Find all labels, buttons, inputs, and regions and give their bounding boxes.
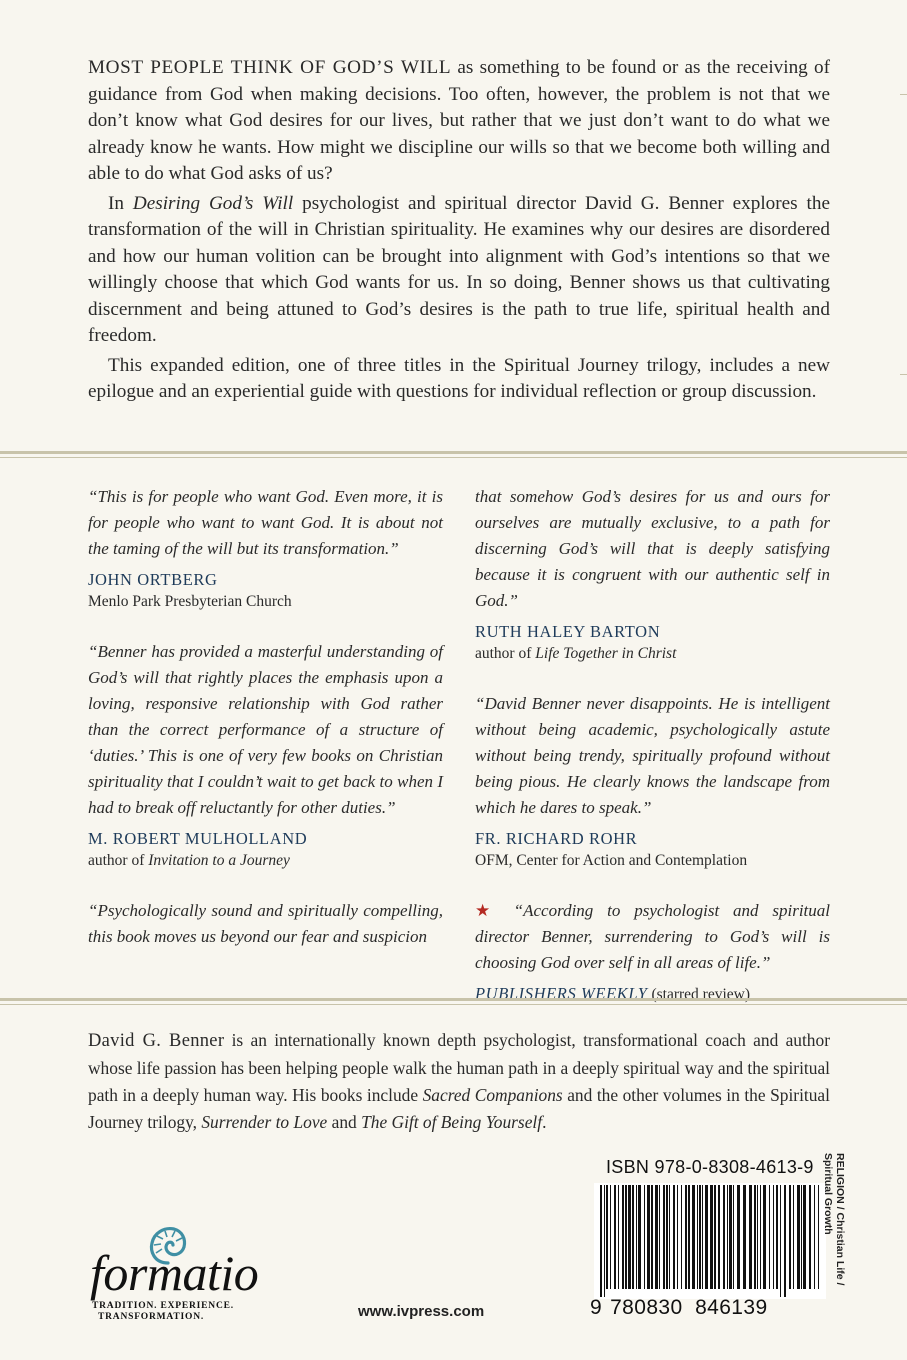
author-bio: [88, 1027, 830, 1136]
barcode-bar: [760, 1185, 761, 1289]
barcode-bar: [610, 1185, 611, 1289]
book-title: Desiring God’s Will: [132, 192, 294, 214]
edge-mark: [900, 94, 907, 95]
author-name: David G. Benner: [88, 1031, 225, 1051]
barcode-bar: [651, 1185, 653, 1289]
star-icon: ★: [475, 901, 500, 920]
quote-text: “According to psychologist and spiritual director Benner, surrendering to God’s will is choosing God over self in all areas of life.”: [475, 901, 830, 972]
barcode-bar: [625, 1185, 627, 1289]
barcode-bar: [723, 1185, 725, 1289]
barcode-bar: [729, 1185, 732, 1289]
barcode-bar: [814, 1185, 815, 1289]
bio-book-title: Sacred Companions: [422, 1085, 563, 1105]
barcode-bar: [737, 1185, 740, 1289]
barcode-bar: [688, 1185, 690, 1289]
double-rule-bottom: [0, 998, 907, 1005]
barcode-bar: [628, 1185, 631, 1289]
barcode-bar: [677, 1185, 678, 1289]
barcode: [594, 1183, 826, 1299]
category-label: [822, 1153, 846, 1353]
barcode-bar: [809, 1185, 811, 1289]
barcode-bar: [663, 1185, 665, 1289]
endorsement-quote-publishers-weekly: [475, 898, 830, 976]
publisher-tagline: [92, 1301, 234, 1323]
barcode-bar: [727, 1185, 728, 1289]
publisher-logo-word: formatio: [90, 1245, 259, 1301]
barcode-bar: [784, 1185, 786, 1297]
endorser-affiliation-rohr: OFM, Center for Action and Contemplation: [475, 852, 748, 869]
barcode-bar: [743, 1185, 746, 1289]
isbn-first-digit: 9: [590, 1296, 603, 1319]
publisher-url[interactable]: www.ivpress.com: [358, 1303, 485, 1320]
isbn-label: ISBN 978-0-8308-4613-9: [606, 1157, 814, 1177]
endorser-affiliation-barton: [475, 643, 830, 665]
bio-text: and the other volumes in the Spiritual Journey trilogy,: [88, 1085, 830, 1132]
affiliation-book-title: Life Together in Christ: [535, 645, 677, 662]
isbn-digits: [590, 1296, 830, 1320]
endorser-name-rohr: FR. RICHARD ROHR: [475, 829, 638, 848]
barcode-bar: [685, 1185, 687, 1289]
barcode-bar: [647, 1185, 650, 1289]
bio-book-title: The Gift of Being Yourself: [361, 1112, 543, 1132]
barcode-bar: [710, 1185, 713, 1289]
endorsement-quote-barton-start: “Psychologically sound and spiritually compelling, this book moves us beyond our fear and suspicion: [88, 901, 443, 946]
barcode-bar: [614, 1185, 616, 1289]
endorser-name-barton: RUTH HALEY BARTON: [475, 622, 661, 641]
tagline-line-2: TRANSFORMATION.: [98, 1312, 205, 1322]
category-line-1: RELIGION / Christian Life /: [834, 1153, 846, 1286]
barcode-bar: [659, 1185, 660, 1289]
tagline-line-1: TRADITION. EXPERIENCE.: [92, 1301, 234, 1311]
endorsement-quote-ortberg: “This is for people who want God. Even more, it is for people who want to want God. It is about not the taming of the will but its transformation.”: [88, 487, 443, 558]
endorser-affiliation-mulholland: [88, 850, 443, 872]
author-bio-paragraph: [88, 1027, 830, 1136]
endorser-name-mulholland: M. ROBERT MULHOLLAND: [88, 829, 308, 848]
barcode-bar: [769, 1185, 770, 1289]
endorsement-quote-rohr: “David Benner never disappoints. He is intelligent without being academic, psychologically astute without being trendy, spiritually profound without being pious. He clearly knows the landscape from which he dares to speak.”: [475, 694, 830, 817]
barcode-bar: [705, 1185, 708, 1289]
publication-name: PUBLISHERS WEEKLY: [475, 984, 648, 1003]
barcode-bar: [699, 1185, 701, 1289]
bio-text: .: [542, 1112, 547, 1132]
barcode-bar: [818, 1185, 819, 1289]
barcode-bar: [636, 1185, 637, 1289]
affiliation-book-title: Invitation to a Journey: [148, 852, 290, 869]
affiliation-text: author of: [475, 645, 536, 662]
barcode-bar: [644, 1185, 645, 1289]
barcode-bar: [697, 1185, 698, 1289]
barcode-bar: [776, 1185, 778, 1289]
barcode-bar: [789, 1185, 791, 1289]
barcode-bar: [632, 1185, 634, 1289]
barcode-bar: [773, 1185, 774, 1289]
affiliation-text: author of: [88, 852, 149, 869]
opening-caps: MOST PEOPLE THINK OF GOD’S WILL: [88, 57, 452, 78]
description-paragraph-1: [88, 55, 830, 188]
barcode-icon: [594, 1183, 826, 1299]
barcode-bar: [763, 1185, 766, 1289]
description-text: psychologist and spiritual director David G. Benner explores the transformation of the will in Christian spirituality. He examines why our desires are disordered and how our human volition can be brought into alignment with God’s intentions so that we willingly choose that which God wants for us. In so doing, Benner shows us that cultivating discernment and being attuned to God’s desires is the path to true life, spiritual health and freedom.: [88, 192, 830, 346]
barcode-bar: [673, 1185, 675, 1289]
barcode-bar: [669, 1185, 670, 1289]
barcode-bar: [803, 1185, 806, 1289]
endorsements-right-column: [475, 484, 830, 1006]
bio-book-title: Surrender to Love: [201, 1112, 328, 1132]
barcode-bar: [757, 1185, 758, 1289]
barcode-bar: [692, 1185, 695, 1289]
barcode-bar: [622, 1185, 624, 1289]
barcode-bar: [733, 1185, 734, 1289]
description-text: as something to be found or as the receiving of guidance from God when making decisions. Too often, however, the problem is not that we don’t know what God desires for our lives, but rather that we just don’t want to do what we already know he wants. How might we discipline our wills so that we become both willing and able to do what God asks of us?: [88, 57, 830, 184]
barcode-bar: [655, 1185, 658, 1289]
barcode-bar: [681, 1185, 682, 1289]
barcode-bar: [780, 1185, 781, 1297]
book-description: [88, 55, 830, 406]
description-paragraph-2: [88, 191, 830, 350]
category-line-2: Spiritual Growth: [822, 1153, 834, 1235]
endorser-affiliation-ortberg: Menlo Park Presbyterian Church: [88, 593, 292, 610]
barcode-bar: [714, 1185, 716, 1289]
barcode-bar: [600, 1185, 602, 1297]
barcode-bar: [754, 1185, 756, 1289]
barcode-bar: [801, 1185, 802, 1289]
edge-mark: [900, 374, 907, 375]
barcode-bar: [749, 1185, 752, 1289]
endorser-name-ortberg: JOHN ORTBERG: [88, 570, 218, 589]
endorsement-quote-mulholland: “Benner has provided a masterful understanding of God’s will that rightly places the emphasis upon a loving, responsive relationship with God rather than the correct performance of a structure of ‘duties.’ This is one of very few books on Christian spirituality that I couldn’t wait to get back to when I had to break off reluctantly for other duties.”: [88, 642, 443, 817]
barcode-bar: [606, 1185, 608, 1289]
description-paragraph-3: This expanded edition, one of three titles in the Spiritual Journey trilogy, includes a new epilogue and an experiential guide with questions for individual reflection or group discussion.: [88, 354, 830, 402]
review-note: (starred review): [647, 986, 750, 1003]
barcode-bar: [797, 1185, 800, 1289]
isbn-group-1: 780830: [610, 1296, 683, 1319]
barcode-bar: [666, 1185, 668, 1289]
description-text: In: [108, 192, 133, 214]
isbn-group-2: 846139: [695, 1296, 768, 1319]
barcode-bar: [618, 1185, 619, 1289]
barcode-bar: [638, 1185, 641, 1289]
barcode-bar: [718, 1185, 720, 1289]
endorsements-left-column: [88, 484, 443, 950]
barcode-bar: [702, 1185, 703, 1289]
double-rule-top: [0, 451, 907, 458]
endorsement-quote-barton-end: that somehow God’s desires for us and ours for ourselves are mutually exclusive, to a path for discerning God’s will that is deeply satisfying because it is congruent with our authentic self in God.”: [475, 487, 830, 610]
bio-text: and: [327, 1112, 362, 1132]
barcode-bar: [604, 1185, 605, 1297]
barcode-bar: [793, 1185, 794, 1289]
bio-text: is an internationally known depth psychologist, transformational coach and author whose life passion has been helping people walk the human path in a deeply spiritual way and the spiritual path in a deeply human way. His books include: [88, 1030, 830, 1105]
